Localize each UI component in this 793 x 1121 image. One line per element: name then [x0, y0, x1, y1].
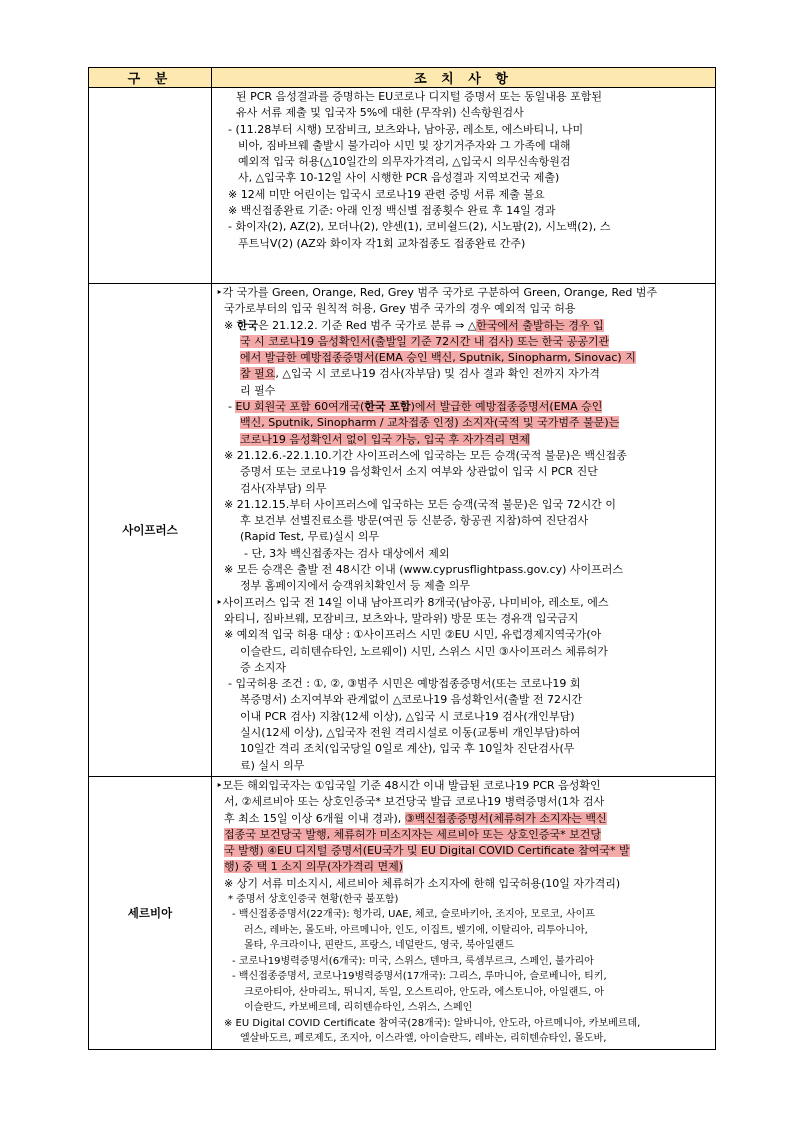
table-header-row [89, 68, 716, 88]
text-fragment: 후 최소 15일 이상 6개월 이내 경과), [224, 811, 405, 825]
text-line: (Rapid Test, 무료)실시 의무 [240, 530, 380, 544]
text-line: - 입국허용 조건 : ①, ②, ③범주 시민은 예방접종증명서(또는 코로나19 회 [228, 677, 581, 691]
highlighted-text: 에서 발급한 예방접종증명서(EMA 승인 백신, Sputnik, Sinopharm, Sinovac) 지 [240, 351, 636, 365]
header-measures: 조 치 사 항 [212, 68, 716, 88]
text-line [216, 811, 709, 827]
table-row-serbia [89, 776, 716, 1049]
text-line: - 백신접종증명서, 코로나19병력증명서(17개국): 그리스, 루마니아, 슬로베니아, 티키, [232, 971, 607, 983]
text-line [216, 432, 709, 448]
text-line: 실시(12세 이상), △입국자 전원 격리시설로 이동(교통비 개인부담)하여 [240, 726, 581, 740]
measures-table [88, 67, 716, 1050]
text-line: 서, ②세르비아 또는 상호인증국* 보건당국 발급 코로나19 병력증명서(1차 검사 [224, 795, 605, 809]
text-line: 된 PCR 음성결과를 증명하는 EU코로나 디지털 증명서 또는 동일내용 포함된 [236, 90, 602, 103]
text-fragment: - [228, 400, 236, 414]
text-line: 비아, 짐바브웨 출발시 불가리아 시민 및 장기거주자와 그 가족에 대해 [238, 138, 571, 152]
text-line: ‣모든 해외입국자는 ①입국일 기준 48시간 이내 발급된 코로나19 PCR 음성확인 [216, 778, 601, 792]
text-line: 유사 서류 제출 및 입국자 5%에 대한 (무작위) 신속항원검사 [236, 106, 524, 120]
text-line: 이슬란드, 카보베르데, 리히텐슈타인, 스위스, 스페인 [244, 1002, 473, 1014]
text-line [216, 318, 709, 334]
text-line [216, 415, 709, 431]
text-line [216, 350, 709, 366]
text-line: ※ 예외적 입국 허용 대상 : ①사이프러스 시민 ②EU 시민, 유럽경제지역국가(아 [224, 628, 602, 642]
text-line: 후 보건부 선별진료소를 방문(여권 등 신분증, 항공권 지참)하여 진단검사 [240, 514, 589, 528]
highlighted-text: EU 회원국 포함 60여개국( [235, 400, 365, 414]
measures-cell-serbia [212, 776, 716, 1049]
measures-cell-cyprus [212, 284, 716, 777]
highlighted-text: ③백신접종증명서(체류허가 소지자는 백신 [404, 811, 607, 825]
text-line: ※ 12세 미만 어린이는 입국시 코로나19 관련 증빙 서류 제출 불요 [228, 187, 545, 201]
table-row [89, 88, 716, 284]
text-line: ※ 21.12.6.-22.1.10.기간 사이프러스에 입국하는 모든 승객(국적 불문)은 백신접종 [224, 448, 627, 462]
text-line: 국가로부터의 입국 원칙적 허용, Grey 범주 국가의 경우 예외적 입국 허용 [224, 302, 576, 316]
highlighted-text: 접종국 보건당국 발행, 체류허가 미소지자는 세르비아 또는 상호인증국* 보건당 [224, 827, 601, 841]
text-line: ※ 상기 서류 미소지시, 세르비아 체류허가 소지자에 한해 입국허용(10일 자가격리) [224, 876, 621, 890]
highlighted-text: 국 발행) ④EU 디지털 증명서(EU국가 및 EU Digital COVID Certificate 참여국* 발 [224, 844, 630, 858]
highlight-korea: 한국 [236, 318, 258, 332]
text-line: 와티니, 짐바브웨, 모잠비크, 보츠와나, 말라위) 방문 또는 경유객 입국금지 [224, 611, 579, 625]
text-line: ※ EU Digital COVID Certificate 참여국(28개국): 알바니아, 안도라, 아르메니아, 카보베르데, [224, 1017, 641, 1029]
highlighted-text: 코로나19 음성확인서 없이 입국 가능, 입국 후 자가격리 면제 [240, 432, 530, 446]
text-line: * 증명서 상호인증국 현황(한국 불포함) [228, 893, 399, 905]
measures-cell [212, 88, 716, 284]
text-line: 복증명서) 소지여부와 관계없이 △코로나19 음성확인서(출발 전 72시간 [240, 693, 583, 707]
table-row-cyprus [89, 284, 716, 777]
text-line [216, 827, 709, 843]
text-line: 푸트닉V(2) (AZ와 화이자 각1회 교차접종도 접종완료 간주) [238, 236, 526, 250]
text-line: ※ 모든 승객은 출발 전 48시간 이내 (www.cyprusflightpass.gov.cy) 사이프러스 [224, 563, 624, 577]
text-line: 예외적 입국 허용(△10일간의 의무자가격리, △입국시 의무신속항원검 [238, 155, 571, 169]
text-line: ※ 21.12.15.부터 사이프러스에 입국하는 모든 승객(국적 불문)은 입국 72시간 이 [224, 497, 617, 511]
highlighted-text: 한국에서 출발하는 경우 입 [476, 318, 604, 332]
text-line: 엘살바도르, 페로제도, 조지아, 이스라엘, 아이슬란드, 레바논, 리히텐슈타인, 몰도바, [240, 1033, 607, 1045]
highlighted-text: 백신, Sputnik, Sinopharm / 교차접종 인정) 소지자(국적 및 국가범주 불문)는 [240, 416, 620, 430]
highlighted-text: 참 필요 [240, 367, 276, 381]
text-line: ‣사이프러스 입국 전 14일 이내 남아프리카 8개국(남아공, 나미비아, 레소토, 에스 [216, 595, 609, 609]
text-line: - 화이자(2), AZ(2), 모더나(2), 얀센(1), 코비쉴드(2), 시노팜(2), 시노백(2), 스 [228, 220, 611, 234]
header-category: 구 분 [89, 68, 212, 88]
text-line: 정부 홈페이지에서 승객위치확인서 등 제출 의무 [240, 579, 471, 593]
country-cell-empty [89, 88, 212, 284]
text-line [216, 859, 709, 875]
highlighted-text: )에서 발급한 예방접종증명서(EMA 승인 [410, 400, 603, 414]
text-line: - 단, 3차 백신접종자는 검사 대상에서 제외 [244, 546, 450, 560]
text-line: 검사(자부담) 의무 [240, 481, 327, 495]
highlighted-text: 국 시 코로나19 음성확인서(출발일 기준 72시간 내 검사) 또는 한국 공공기관 [240, 334, 610, 348]
text-line: ‣각 국가를 Green, Orange, Red, Grey 범주 국가로 구분하여 Green, Orange, Red 범주 [216, 286, 658, 299]
country-name-cyprus: 사이프러스 [89, 284, 212, 777]
text-line: 리 필수 [240, 383, 276, 397]
text-line [216, 334, 709, 350]
text-fragment: 은 21.12.2. 기준 Red 범주 국가로 분류 ⇒ △ [257, 318, 477, 332]
highlighted-text: 행) 중 택 1 소지 의무(자가격리 면제) [224, 860, 403, 874]
text-line: 이슬란드, 리히텐슈타인, 노르웨이) 시민, 스위스 시민 ③사이프러스 체류허가 [240, 644, 608, 658]
text-line: - (11.28부터 시행) 모잠비크, 보츠와나, 남아공, 레소토, 에스바티니, 나미 [228, 122, 584, 136]
text-line [216, 399, 709, 415]
text-line: 크로아티아, 산마리노, 튀니지, 독일, 오스트리아, 안도라, 에스토니아, 아일랜드, 아 [244, 986, 604, 998]
text-line: 몰타, 우크라이나, 핀란드, 프랑스, 네덜란드, 영국, 북아일랜드 [244, 940, 514, 952]
text-line: - 백신접종증명서(22개국): 헝가리, UAE, 체코, 슬로바키아, 조지아, 모로코, 사이프 [232, 909, 595, 921]
text-line: 료) 실시 의무 [240, 758, 305, 772]
text-fragment: , △입국 시 코로나19 검사(자부담) 및 검사 결과 확인 전까지 자가격 [275, 367, 600, 381]
highlighted-text-bold: 한국 포함 [364, 400, 411, 414]
text-line: 증 소지자 [240, 660, 287, 674]
text-line: 러스, 레바논, 몰도바, 아르메니아, 인도, 이집트, 벨기에, 이탈리아, 리투아니아, [244, 924, 588, 936]
text-line: 사, △입국후 10-12일 사이 시행한 PCR 음성결과 지역보건국 제출) [238, 171, 560, 185]
text-fragment: ※ [224, 318, 237, 332]
country-name-serbia: 세르비아 [89, 776, 212, 1049]
text-line: - 코로나19병력증명서(6개국): 미국, 스위스, 덴마크, 룩셈부르크, 스페인, 불가리아 [232, 955, 594, 967]
text-line: 증명서 또는 코로나19 음성확인서 소지 여부와 상관없이 입국 시 PCR 진단 [240, 465, 598, 479]
text-line: 이내 PCR 검사) 지참(12세 이상), △입국 시 코로나19 검사(개인부담) [240, 709, 575, 723]
text-line: 10일간 격리 조치(입국당일 0일로 계산), 입국 후 10일차 진단검사(무 [240, 742, 575, 756]
text-line [216, 843, 709, 859]
text-line [216, 366, 709, 382]
text-line: ※ 백신접종완료 기준: 아래 인정 백신별 접종횟수 완료 후 14일 경과 [228, 204, 556, 218]
